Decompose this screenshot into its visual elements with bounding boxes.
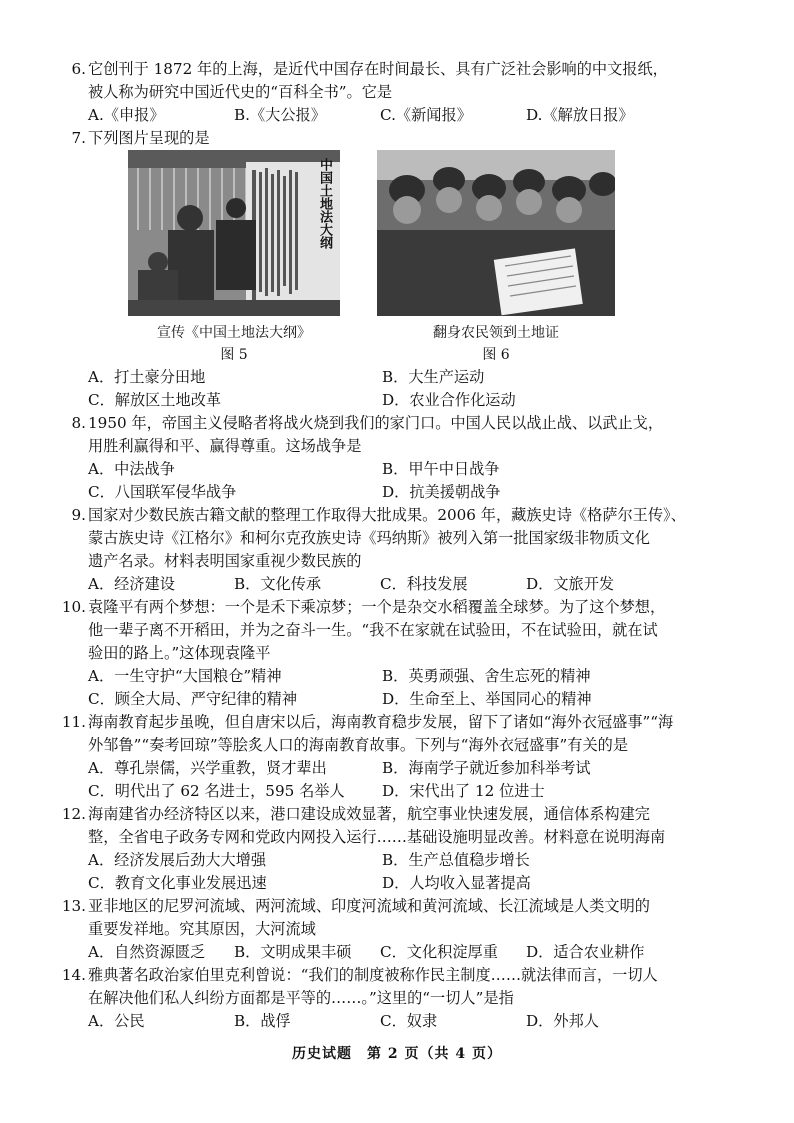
option-b[interactable]: B．甲午中日战争 [382, 460, 500, 478]
option-a[interactable]: A．尊孔崇儒，兴学重教，贤才辈出 [88, 759, 327, 777]
options [58, 941, 748, 964]
option-c[interactable]: C．教育文化事业发展迅速 [88, 874, 267, 892]
question-number: 10. [61, 598, 86, 616]
question-text: 被人称为研究中国近代史的“百科全书”。它是 [88, 83, 393, 101]
question-text: 海南建省办经济特区以来，港口建设成效显著，航空事业快速发展，通信体系构建完 [88, 805, 650, 823]
option-b[interactable]: B．战俘 [234, 1012, 291, 1030]
question-text: 他一辈子离不开稻田，并为之奋斗一生。“我不在家就在试验田，不在试验田，就在试 [88, 621, 658, 639]
question-11 [58, 711, 748, 803]
option-d[interactable]: D.《解放日报》 [526, 106, 634, 124]
option-c[interactable]: C．八国联军侵华战争 [88, 483, 237, 501]
option-b[interactable]: B．生产总值稳步增长 [382, 851, 530, 869]
question-text: 遗产名录。材料表明国家重视少数民族的 [88, 552, 362, 570]
question-text: 海南教育起步虽晚，但自唐宋以后，海南教育稳步发展，留下了诸如“海外衣冠盛事”“海 [88, 713, 674, 731]
option-b[interactable]: B．海南学子就近参加科举考试 [382, 759, 591, 777]
option-d[interactable]: D．抗美援朝战争 [382, 483, 501, 501]
question-number: 6. [71, 60, 86, 78]
question-number: 11. [61, 713, 86, 731]
question-10 [58, 596, 748, 711]
figure-6-caption: 翻身农民领到土地证 [433, 325, 559, 341]
question-number: 7. [71, 129, 86, 147]
question-text: 它创刊于 1872 年的上海，是近代中国存在时间最长、具有广泛社会影响的中文报纸， [88, 60, 668, 78]
options [58, 104, 748, 127]
option-a[interactable]: A．打土豪分田地 [88, 368, 206, 386]
question-12 [58, 803, 748, 895]
figure-5-inscription: 中国土地法大纲 [317, 158, 332, 249]
question-number: 13. [61, 897, 86, 915]
question-text: 验田的路上。”这体现袁隆平 [88, 644, 271, 662]
question-text: 国家对少数民族古籍文献的整理工作取得大批成果。2006 年，藏族史诗《格萨尔王传》、 [88, 506, 686, 524]
question-8 [58, 412, 748, 504]
question-text: 袁隆平有两个梦想：一个是禾下乘凉梦；一个是杂交水稻覆盖全球梦。为了这个梦想， [88, 598, 666, 616]
option-a[interactable]: A．公民 [88, 1012, 145, 1030]
question-text: 外邹鲁”“奏考回琼”等脍炙人口的海南教育故事。下列与“海外衣冠盛事”有关的是 [88, 736, 629, 754]
option-c[interactable]: C．科技发展 [380, 575, 468, 593]
figure-6-label: 图 6 [482, 347, 510, 363]
option-c[interactable]: C．文化积淀厚重 [380, 943, 498, 961]
option-c[interactable]: C．奴隶 [380, 1012, 438, 1030]
question-text: 下列图片呈现的是 [88, 129, 210, 147]
option-c[interactable]: C．明代出了 62 名进士，595 名举人 [88, 782, 345, 800]
options [58, 573, 748, 596]
question-7-options [58, 366, 748, 412]
options [58, 458, 748, 504]
option-b[interactable]: B.《大公报》 [234, 106, 326, 124]
question-number: 12. [61, 805, 86, 823]
option-a[interactable]: A．经济发展后劲大大增强 [88, 851, 267, 869]
option-a[interactable]: A．一生守护“大国粮仓”精神 [88, 667, 282, 685]
option-c[interactable]: C．解放区土地改革 [88, 391, 222, 409]
option-c[interactable]: C.《新闻报》 [380, 106, 472, 124]
option-a[interactable]: A.《申报》 [88, 106, 165, 124]
option-a[interactable]: A．经济建设 [88, 575, 175, 593]
option-d[interactable]: D．宋代出了 12 位进士 [382, 782, 545, 800]
option-d[interactable]: D．文旅开发 [526, 575, 615, 593]
question-text: 雅典著名政治家伯里克利曾说：“我们的制度被称作民主制度……就法律而言，一切人 [88, 966, 658, 984]
question-text: 用胜利赢得和平、赢得尊重。这场战争是 [88, 437, 362, 455]
option-b[interactable]: B．文明成果丰硕 [234, 943, 352, 961]
question-9 [58, 504, 748, 596]
options [58, 849, 748, 895]
option-a[interactable]: A．自然资源匮乏 [88, 943, 206, 961]
options [58, 757, 748, 803]
page-footer: 历史试题 第 2 页（共 4 页） [292, 1046, 502, 1062]
question-text: 1950 年，帝国主义侵略者将战火烧到我们的家门口。中国人民以战止战、以武止戈， [88, 414, 664, 432]
question-text: 蒙古族史诗《江格尔》和柯尔克孜族史诗《玛纳斯》被列入第一批国家级非物质文化 [88, 529, 650, 547]
question-7 [58, 127, 748, 150]
question-6 [58, 58, 748, 127]
option-d[interactable]: D．外邦人 [526, 1012, 599, 1030]
figure-5-image [128, 150, 340, 316]
option-d[interactable]: D．农业合作化运动 [382, 391, 516, 409]
question-text: 整，全省电子政务专网和党政内网投入运行……基础设施明显改善。材料意在说明海南 [88, 828, 666, 846]
figure-6-image [377, 150, 615, 316]
question-text: 亚非地区的尼罗河流域、两河流域、印度河流域和黄河流域、长江流域是人类文明的 [88, 897, 650, 915]
question-text: 重要发祥地。究其原因，大河流域 [88, 920, 316, 938]
question-number: 8. [71, 414, 86, 432]
question-number: 14. [61, 966, 86, 984]
option-d[interactable]: D．人均收入显著提高 [382, 874, 531, 892]
options [58, 1010, 748, 1033]
figure-5-caption: 宣传《中国土地法大纲》 [157, 325, 311, 341]
option-c[interactable]: C．顾全大局、严守纪律的精神 [88, 690, 298, 708]
option-b[interactable]: B．文化传承 [234, 575, 322, 593]
question-text: 在解决他们私人纠纷方面都是平等的……。”这里的“一切人”是指 [88, 989, 514, 1007]
question-number: 9. [71, 506, 86, 524]
figure-5-label: 图 5 [220, 347, 248, 363]
option-b[interactable]: B．大生产运动 [382, 368, 485, 386]
option-b[interactable]: B．英勇顽强、舍生忘死的精神 [382, 667, 591, 685]
options [58, 665, 748, 711]
question-14 [58, 964, 748, 1033]
option-d[interactable]: D．适合农业耕作 [526, 943, 645, 961]
option-d[interactable]: D．生命至上、举国同心的精神 [382, 690, 592, 708]
question-13 [58, 895, 748, 964]
option-a[interactable]: A．中法战争 [88, 460, 175, 478]
